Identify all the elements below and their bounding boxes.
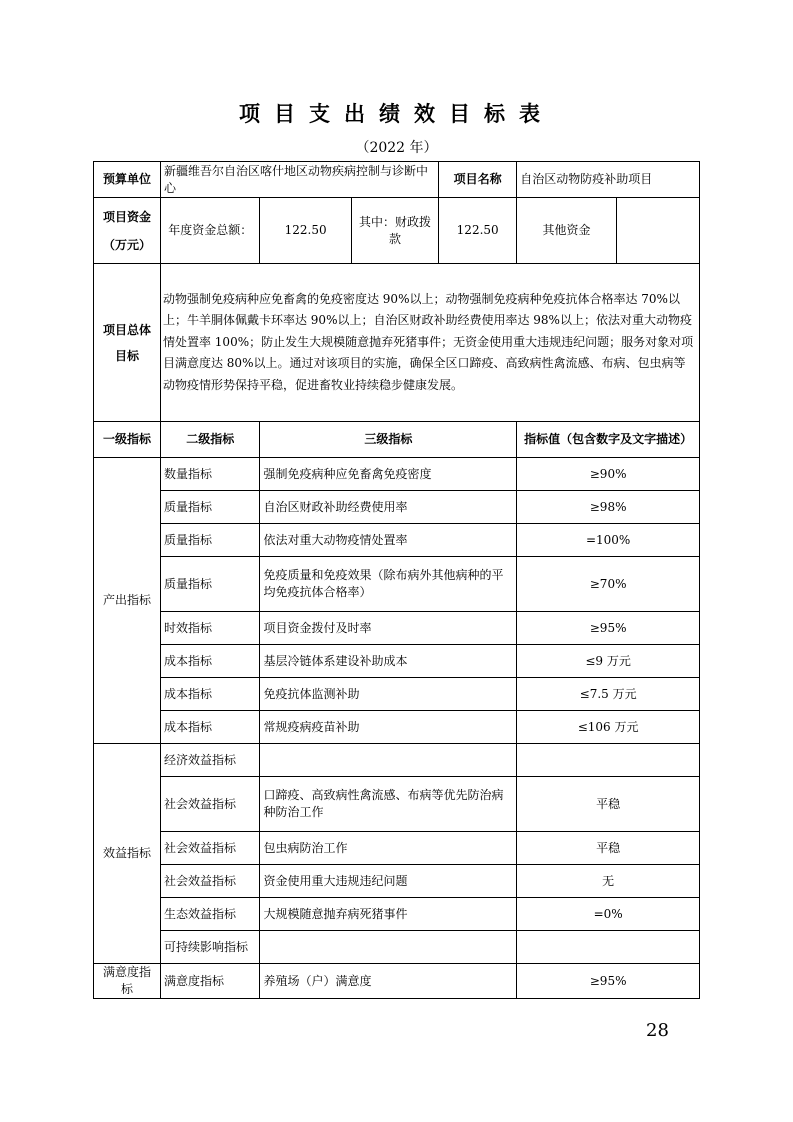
- column-level3: 三级指标: [260, 422, 517, 458]
- table-row: [94, 931, 700, 964]
- page-title: 项目支出绩效目标表: [239, 102, 554, 126]
- level3-cell: 依法对重大动物疫情处置率: [260, 524, 517, 557]
- table-row: [94, 557, 700, 612]
- level3-cell: 资金使用重大违规违纪问题: [260, 865, 517, 898]
- value-cell: ≥70%: [517, 557, 700, 612]
- value-cell: ≤9 万元: [517, 645, 700, 678]
- value-cell: ≥95%: [517, 612, 700, 645]
- level3-cell: 常规疫病疫苗补助: [260, 711, 517, 744]
- performance-table: [93, 161, 700, 999]
- goal-text: 动物强制免疫病种应免畜禽的免疫密度达 90%以上；动物强制免疫病种免疫抗体合格率达 70%以上；牛羊胴体佩戴卡环率达 90%以上；自治区财政补助经费使用率达 98%以上；依法对重大动物疫情处置率 100%；防止发生大规模随意抛弃死猪事件；无资金使用重大违规违纪问题；服务对象对项目满意度达 80%以上。通过对该项目的实施，确保全区口蹄疫、高致病性禽流感、布病、包虫病等动物疫情形势保持平稳，促进畜牧业持续稳步健康发展。: [160, 264, 699, 422]
- level2-cell: 数量指标: [160, 458, 259, 491]
- table-row: [94, 744, 700, 777]
- level3-cell: 基层冷链体系建设补助成本: [260, 645, 517, 678]
- table-row: [94, 645, 700, 678]
- level2-cell: 质量指标: [160, 557, 259, 612]
- table-row: [94, 491, 700, 524]
- level1-cell: 产出指标: [94, 458, 161, 744]
- level3-cell: 大规模随意抛弃病死猪事件: [260, 898, 517, 931]
- level3-cell: 包虫病防治工作: [260, 832, 517, 865]
- level2-cell: 社会效益指标: [160, 865, 259, 898]
- funds-label: 项目资金 （万元）: [94, 198, 161, 264]
- fiscal-label: 其中：财政拨款: [351, 198, 438, 264]
- value-cell: 平稳: [517, 777, 700, 832]
- value-cell: ≥90%: [517, 458, 700, 491]
- level3-cell: 养殖场（户）满意度: [260, 964, 517, 999]
- table-row: [94, 832, 700, 865]
- column-level1: 一级指标: [94, 422, 161, 458]
- annual-total-label: 年度资金总额：: [160, 198, 259, 264]
- level3-cell: 口蹄疫、高致病性禽流感、布病等优先防治病种防治工作: [260, 777, 517, 832]
- value-cell: 无: [517, 865, 700, 898]
- table-row: [94, 777, 700, 832]
- level2-cell: 经济效益指标: [160, 744, 259, 777]
- level2-cell: 可持续影响指标: [160, 931, 259, 964]
- value-cell: [517, 931, 700, 964]
- value-cell: =100%: [517, 524, 700, 557]
- budget-unit-value: 新疆维吾尔自治区喀什地区动物疾病控制与诊断中心: [160, 162, 438, 198]
- value-cell: ≤7.5 万元: [517, 678, 700, 711]
- other-funds-label: 其他资金: [517, 198, 616, 264]
- column-value: 指标值（包含数字及文字描述）: [517, 422, 700, 458]
- level2-cell: 社会效益指标: [160, 777, 259, 832]
- table-row: [94, 678, 700, 711]
- value-cell: ≤106 万元: [517, 711, 700, 744]
- year-label: （2022 年）: [355, 140, 438, 156]
- level3-cell: [260, 744, 517, 777]
- annual-total-value: 122.50: [260, 198, 351, 264]
- table-row: [94, 964, 700, 999]
- project-name-value: 自治区动物防疫补助项目: [517, 162, 700, 198]
- table-row: [94, 711, 700, 744]
- level3-cell: 免疫质量和免疫效果（除布病外其他病种的平均免疫抗体合格率）: [260, 557, 517, 612]
- other-funds-value: [616, 198, 699, 264]
- page-number: 28: [646, 1020, 669, 1041]
- level3-cell: [260, 931, 517, 964]
- level1-cell: 满意度指标: [94, 964, 161, 999]
- value-cell: ≥95%: [517, 964, 700, 999]
- value-cell: [517, 744, 700, 777]
- table-row: [94, 612, 700, 645]
- goal-label: 项目总体目标: [94, 264, 161, 422]
- column-level2: 二级指标: [160, 422, 259, 458]
- table-row: [94, 458, 700, 491]
- level1-cell: 效益指标: [94, 744, 161, 964]
- table-row: [94, 524, 700, 557]
- value-cell: =0%: [517, 898, 700, 931]
- budget-unit-label: 预算单位: [94, 162, 161, 198]
- level2-cell: 成本指标: [160, 678, 259, 711]
- project-name-label: 项目名称: [439, 162, 517, 198]
- table-row: [94, 865, 700, 898]
- value-cell: 平稳: [517, 832, 700, 865]
- level2-cell: 质量指标: [160, 491, 259, 524]
- level2-cell: 成本指标: [160, 711, 259, 744]
- table-row: [94, 898, 700, 931]
- level3-cell: 免疫抗体监测补助: [260, 678, 517, 711]
- level2-cell: 成本指标: [160, 645, 259, 678]
- value-cell: ≥98%: [517, 491, 700, 524]
- level2-cell: 社会效益指标: [160, 832, 259, 865]
- level2-cell: 生态效益指标: [160, 898, 259, 931]
- level2-cell: 满意度指标: [160, 964, 259, 999]
- level3-cell: 强制免疫病种应免畜禽免疫密度: [260, 458, 517, 491]
- fiscal-value: 122.50: [439, 198, 517, 264]
- level2-cell: 质量指标: [160, 524, 259, 557]
- level3-cell: 项目资金拨付及时率: [260, 612, 517, 645]
- level3-cell: 自治区财政补助经费使用率: [260, 491, 517, 524]
- level2-cell: 时效指标: [160, 612, 259, 645]
